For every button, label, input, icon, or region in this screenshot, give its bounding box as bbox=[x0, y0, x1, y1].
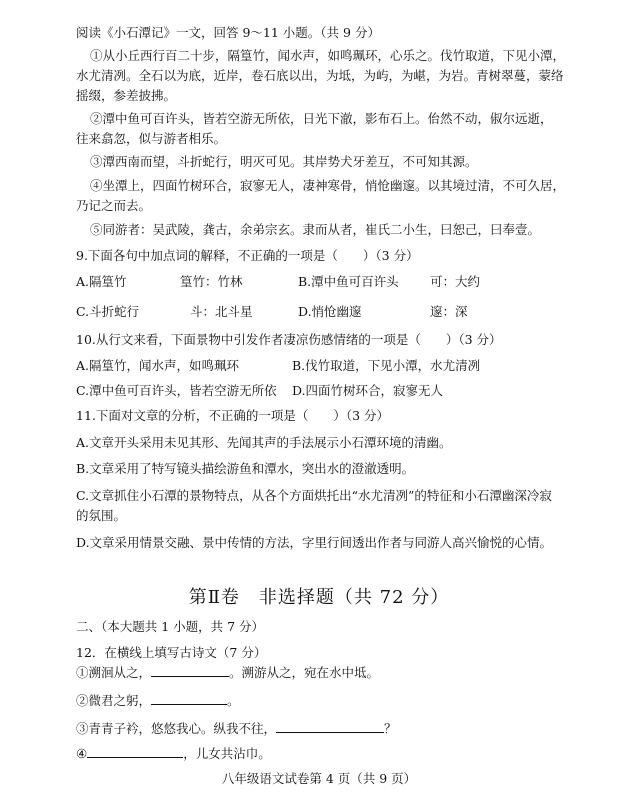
q10-option-b: B.伐竹取道，下见小潭，水尤清冽 bbox=[292, 358, 481, 373]
section-ii-title: 第Ⅱ卷 非选择题（共 72 分） bbox=[188, 587, 450, 608]
q12-line-1 bbox=[76, 664, 379, 682]
q12-line-3 bbox=[76, 720, 397, 738]
q11-stem: 11.下面对文章的分析，不正确的一项是（ ）（3 分） bbox=[76, 408, 390, 423]
q12-line-4-before: ④ bbox=[76, 746, 88, 761]
q12-line-2-before: ②微君之躬， bbox=[76, 693, 152, 708]
answer-blank-1[interactable] bbox=[151, 664, 229, 677]
page-footer: 八年级语文试卷第 4 页（共 9 页） bbox=[221, 771, 417, 786]
part-two-heading: 二、（本大题共 1 小题，共 7 分） bbox=[76, 619, 265, 634]
passage-line: ②潭中鱼可百许头，皆若空游无所依，日光下澈，影布石上。佁然不动，俶尔远逝， bbox=[90, 111, 553, 126]
q9-option-c: C.斗折蛇行 bbox=[76, 304, 140, 319]
reading-intro: 阅读《小石潭记》一文，回答 9～11 小题。（共 9 分） bbox=[76, 25, 380, 40]
q12-line-2 bbox=[76, 692, 240, 710]
q11-option-a: A.文章开头采用未见其形、先闻其声的手法展示小石潭环境的清幽。 bbox=[76, 435, 452, 450]
passage-line: 摇缀，参差披拂。 bbox=[76, 88, 177, 103]
q11-option-c: C.文章抓住小石潭的景物特点，从各个方面烘托出“水尤清冽”的特征和小石潭幽深冷寂 bbox=[76, 488, 552, 503]
q10-option-a: A.隔篁竹，闻水声，如鸣珮环 bbox=[76, 358, 240, 373]
q9-option-d: D.悄怆幽邃 bbox=[298, 304, 362, 319]
q12-line-2-after: 。 bbox=[227, 693, 240, 708]
passage-line: 水尤清冽。全石以为底，近岸，卷石底以出，为坻，为屿，为嵁，为岩。青树翠蔓，蒙络 bbox=[76, 68, 564, 83]
q10-stem: 10.从行文来看，下面景物中引发作者凄凉伤感情绪的一项是（ ）（3 分） bbox=[76, 332, 502, 347]
q9-option-d-gloss: 邃：深 bbox=[430, 304, 468, 319]
answer-blank-2[interactable] bbox=[151, 692, 227, 705]
passage-line: 往来翕忽，似与游者相乐。 bbox=[76, 131, 227, 146]
q9-stem: 9.下面各句中加点词的解释，不正确的一项是（ ）（3 分） bbox=[76, 248, 419, 263]
q9-option-b: B.潭中鱼可百许头 bbox=[298, 274, 399, 289]
passage-line: 乃记之而去。 bbox=[76, 198, 152, 213]
q12-line-3-before: ③青青子衿，悠悠我心。纵我不往， bbox=[76, 721, 277, 736]
q11-option-b: B.文章采用了特写镜头描绘游鱼和潭水，突出水的澄澈透明。 bbox=[76, 461, 415, 476]
passage-line: ③潭西南而望，斗折蛇行，明灭可见。其岸势犬牙差互，不可知其源。 bbox=[90, 154, 478, 169]
q12-line-4-after: ，儿女共沾巾。 bbox=[183, 746, 271, 761]
passage-line: ④坐潭上，四面竹树环合，寂寥无人，凄神寒骨，悄怆幽邃。以其境过清，不可久居， bbox=[90, 178, 566, 193]
q9-option-b-gloss: 可：大约 bbox=[430, 274, 481, 289]
q9-option-c-gloss: 斗：北斗星 bbox=[190, 304, 253, 319]
q12-line-1-after: 。溯游从之，宛在水中坻。 bbox=[229, 665, 380, 680]
answer-blank-3[interactable] bbox=[276, 720, 384, 733]
q12-line-1-before: ①溯洄从之， bbox=[76, 665, 152, 680]
passage-line: ①从小丘西行百二十步，隔篁竹，闻水声，如鸣珮环，心乐之。伐竹取道，下见小潭， bbox=[90, 48, 566, 63]
q10-option-c: C.潭中鱼可百许头，皆若空游无所依 bbox=[76, 383, 277, 398]
q9-option-a: A.隔篁竹 bbox=[76, 274, 127, 289]
passage-line: ⑤同游者：吴武陵，龚古，余弟宗玄。隶而从者，崔氏二小生，曰恕己，曰奉壹。 bbox=[90, 222, 541, 237]
q11-option-d: D.文章采用情景交融、景中传情的方法，字里行间透出作者与同游人高兴愉悦的心情。 bbox=[76, 535, 553, 550]
q12-line-4 bbox=[76, 745, 271, 763]
q12-line-3-after: ？ bbox=[384, 721, 397, 736]
q12-stem: 12．在横线上填写古诗文（7 分） bbox=[76, 645, 267, 660]
q11-option-c-cont: 的氛围。 bbox=[76, 508, 127, 523]
answer-blank-4[interactable] bbox=[87, 745, 183, 758]
q9-option-a-gloss: 篁竹：竹林 bbox=[180, 274, 243, 289]
q10-option-d: D.四面竹树环合，寂寥无人 bbox=[292, 383, 444, 398]
